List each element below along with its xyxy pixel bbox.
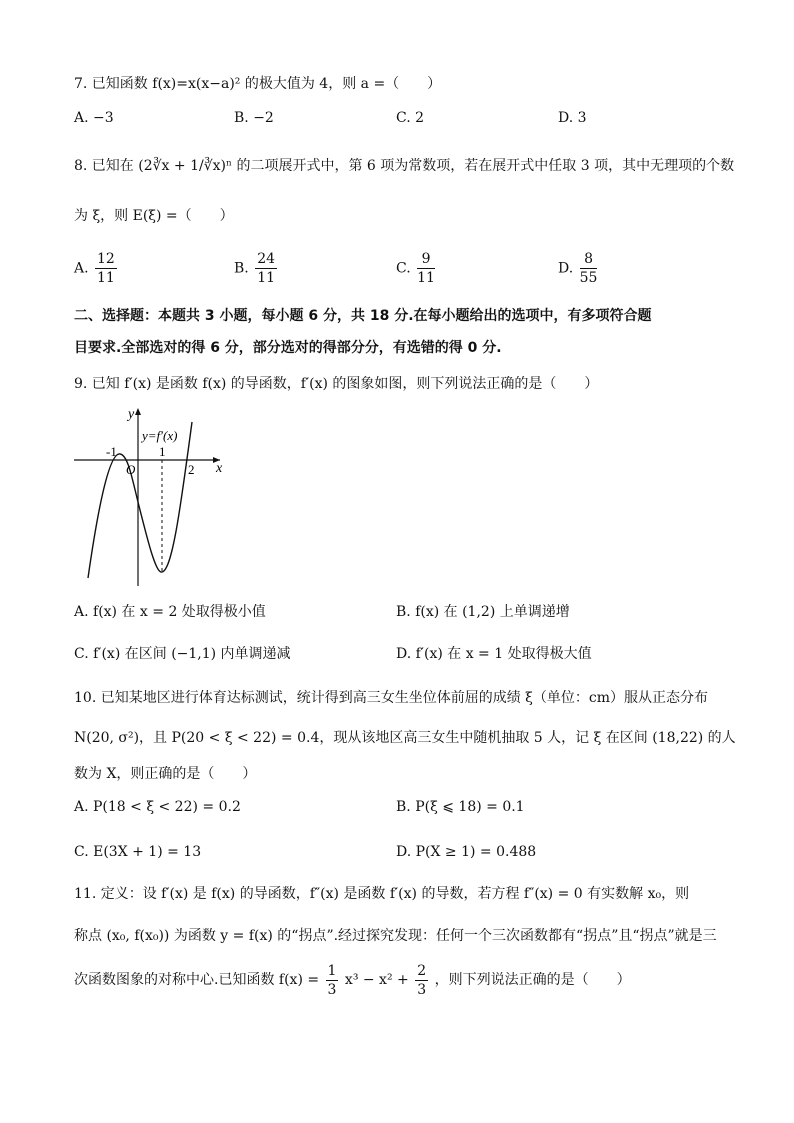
derivative-curve xyxy=(88,422,192,578)
q7-option-c: C. 2 xyxy=(396,110,425,126)
q11-line3-text-a: 次函数图象的对称中心.已知函数 f(x) = xyxy=(74,972,320,988)
q10-option-b: B. P(ξ ⩽ 18) = 0.1 xyxy=(396,799,525,815)
y-axis-arrow xyxy=(135,408,141,415)
q8-stem-line1: 8. 已知在 (2∛x + 1/∛x)ⁿ 的二项展开式中，第 6 项为常数项，若在展开式中任取 3 项，其中无理项的个数 xyxy=(74,158,735,174)
q11-line3 xyxy=(74,960,724,1000)
curve-label: y=f′(x) xyxy=(142,428,178,443)
q8-option-d xyxy=(558,250,599,287)
tick-label-neg1: -1 xyxy=(106,444,117,459)
fraction xyxy=(255,250,277,287)
fraction xyxy=(580,250,598,287)
numerator: 9 xyxy=(417,250,435,269)
fraction-one-third xyxy=(326,962,339,999)
numerator: 24 xyxy=(257,251,276,267)
q10-line2: N(20, σ²)，且 P(20 < ξ < 22) = 0.4，现从该地区高三女生中随机抽取 5 人，记 ξ 在区间 (18,22) 的人 xyxy=(74,730,736,746)
q8-option-b xyxy=(234,250,279,287)
denominator: 11 xyxy=(257,270,276,286)
derivative-graph-figure xyxy=(70,402,230,590)
numerator: 12 xyxy=(97,251,115,267)
q9-option-a: A. f(x) 在 x = 2 处取得极小值 xyxy=(74,604,266,620)
denominator: 11 xyxy=(417,270,435,286)
q9-option-b: B. f(x) 在 (1,2) 上单调递增 xyxy=(396,604,570,620)
y-label: y xyxy=(128,407,135,422)
fraction-two-thirds xyxy=(415,962,428,999)
denominator: 11 xyxy=(97,270,115,286)
q8-stem-line2: 为 ξ，则 E(ξ) =（ ） xyxy=(74,208,234,224)
x-label: x xyxy=(216,461,223,476)
q8-option-c xyxy=(396,250,437,287)
q11-line1: 11. 定义：设 f′(x) 是 f(x) 的导函数，f″(x) 是函数 f′(x) 的导数，若方程 f″(x) = 0 有实数解 x₀，则 xyxy=(74,886,690,902)
tick-label-1: 1 xyxy=(159,444,166,459)
section2-line2: 目要求.全部选对的得 6 分，部分选对的得部分分，有选错的得 0 分. xyxy=(74,340,502,356)
q10-option-d: D. P(X ≥ 1) = 0.488 xyxy=(396,844,537,860)
q11-line3-text-c: ，则下列说法正确的是（ ） xyxy=(434,972,631,988)
q7-option-b: B. −2 xyxy=(234,110,274,126)
q7-stem: 7. 已知函数 f(x)=x(x−a)² 的极大值为 4，则 a =（ ） xyxy=(74,76,442,92)
q9-option-d: D. f′(x) 在 x = 1 处取得极大值 xyxy=(396,646,592,662)
numerator: 8 xyxy=(580,250,598,269)
q7-option-a: A. −3 xyxy=(74,110,114,126)
option-letter: B. xyxy=(234,260,249,277)
q10-option-c: C. E(3X + 1) = 13 xyxy=(74,844,202,860)
option-letter: A. xyxy=(74,260,89,277)
q8-option-a xyxy=(74,250,119,287)
fraction xyxy=(95,250,117,287)
option-letter: D. xyxy=(558,260,574,277)
origin-label: O xyxy=(126,462,136,477)
section2-line1: 二、选择题：本题共 3 小题，每小题 6 分，共 18 分.在每小题给出的选项中，有多项符合题 xyxy=(74,308,652,324)
fraction xyxy=(417,250,435,287)
numerator: 2 xyxy=(417,962,427,979)
numerator: 1 xyxy=(327,962,337,979)
denominator: 3 xyxy=(417,981,427,998)
q10-line1: 10. 已知某地区进行体育达标测试，统计得到高三女生坐位体前屈的成绩 ξ（单位：cm）服从正态分布 xyxy=(74,690,708,706)
q9-stem: 9. 已知 f′(x) 是函数 f(x) 的导函数，f′(x) 的图象如图，则下列说法正确的是（ ） xyxy=(74,376,599,392)
q7-option-d: D. 3 xyxy=(558,110,587,126)
denominator: 3 xyxy=(327,981,337,998)
q11-line3-text-b: x³ − x² + xyxy=(344,972,409,988)
q10-line3: 数为 X，则正确的是（ ） xyxy=(74,766,257,782)
q9-option-c: C. f′(x) 在区间 (−1,1) 内单调递减 xyxy=(74,646,291,662)
q11-line2: 称点 (x₀, f(x₀)) 为函数 y = f(x) 的“拐点”.经过探究发现：任何一个三次函数都有“拐点”且“拐点”就是三 xyxy=(74,928,717,944)
option-letter: C. xyxy=(396,260,411,277)
denominator: 55 xyxy=(579,270,598,286)
q10-option-a: A. P(18 < ξ < 22) = 0.2 xyxy=(74,799,241,815)
tick-label-2: 2 xyxy=(188,462,195,477)
